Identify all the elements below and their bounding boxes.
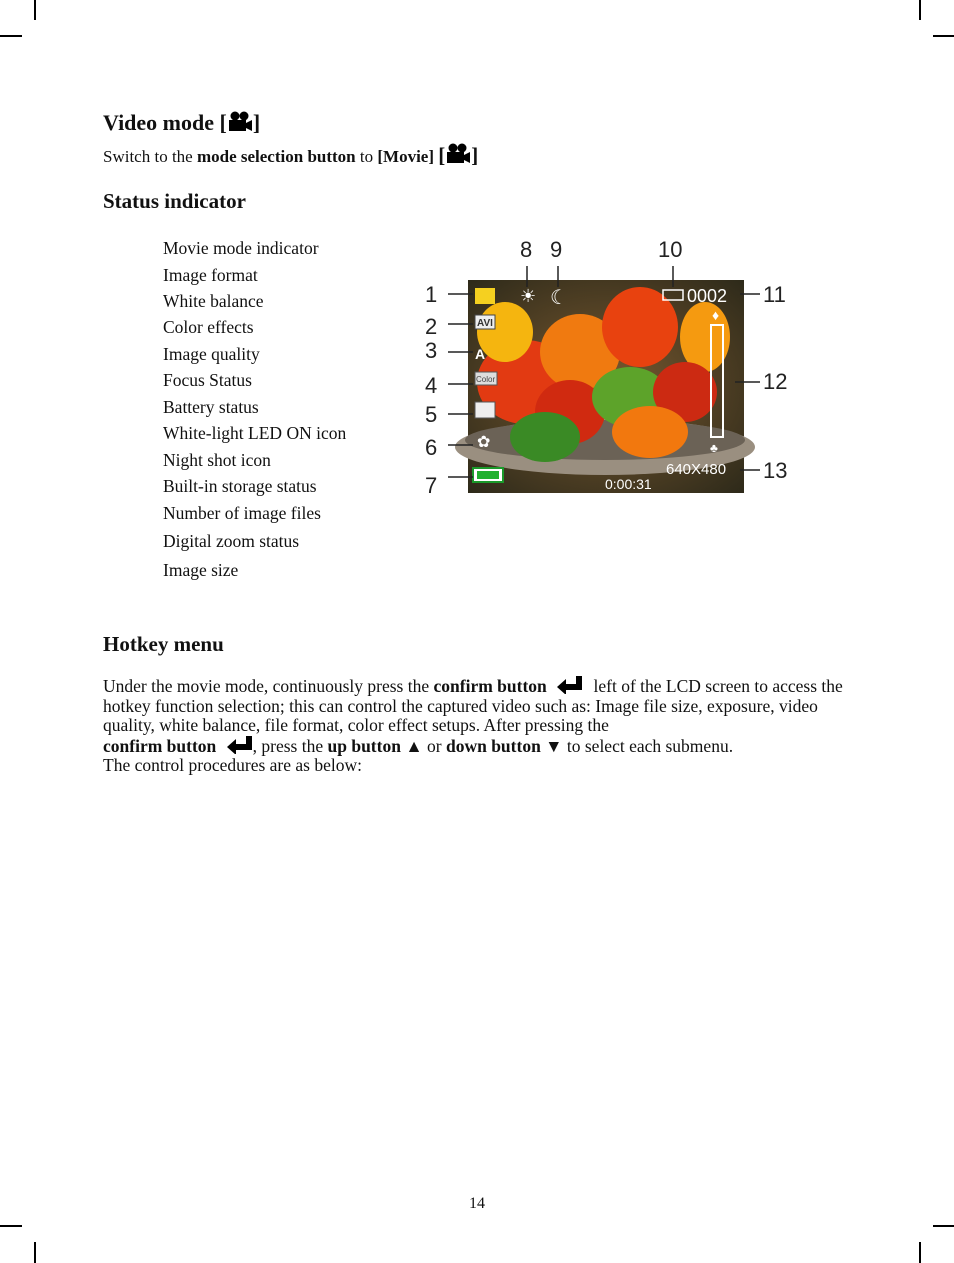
file-count: 0002: [687, 286, 728, 306]
hotkey-text: , press the: [252, 735, 324, 756]
white-led-icon: ☀: [520, 286, 537, 306]
intro-icon-close: ]: [471, 143, 479, 167]
callout-1: 1: [425, 282, 438, 307]
zoom-wide-icon: ♣: [710, 441, 718, 455]
page-number: 14: [469, 1195, 485, 1212]
lcd-illustration: [415, 232, 795, 502]
intro-line: [103, 143, 478, 168]
crop-mark: [34, 0, 36, 20]
avi-format-label: AVI: [477, 318, 493, 329]
legend-item: Built-in storage status: [163, 476, 317, 496]
legend-item: Image quality: [163, 344, 260, 364]
callout-10: 10: [658, 237, 683, 262]
hotkey-heading: Hotkey menu: [103, 632, 224, 656]
hotkey-paragraph: [103, 676, 863, 776]
focus-status-icon: ✿: [477, 434, 491, 451]
up-button-name: up button ▲: [327, 735, 423, 756]
legend-item: White balance: [163, 291, 264, 311]
legend-item: Focus Status: [163, 370, 252, 390]
callout-12: 12: [763, 369, 788, 394]
callout-7: 7: [425, 473, 438, 498]
enter-arrow-icon: [227, 736, 253, 754]
crop-mark: [34, 1242, 36, 1263]
white-balance-icon: A: [475, 346, 486, 362]
image-quality-icon: [475, 402, 495, 418]
callout-8: 8: [520, 237, 533, 262]
movie-mode-icon: [475, 288, 495, 304]
pepper-orange: [612, 406, 688, 458]
hotkey-text: left of the LCD screen to access the hotkey function selection; this can control the captured video such as: Image file size, exposure, video quality, white balance, file format, color effect setups. After pressing the: [103, 676, 843, 735]
color-effects-label: Color: [476, 375, 496, 384]
callout-6: 6: [425, 435, 438, 460]
intro-mode: [Movie]: [377, 147, 435, 166]
callout-9: 9: [550, 237, 563, 262]
zoom-tele-icon: ♦: [712, 309, 720, 324]
night-shot-icon: ☾: [550, 287, 568, 309]
pepper-yellow: [477, 302, 533, 362]
movie-camera-icon: [227, 111, 253, 133]
crop-mark: [0, 35, 22, 37]
legend-item: Image size: [163, 560, 239, 580]
legend-item: Image format: [163, 265, 258, 285]
callout-4: 4: [425, 373, 438, 398]
crop-mark: [0, 1225, 22, 1227]
legend-item: Night shot icon: [163, 450, 271, 470]
legend-item: Color effects: [163, 317, 254, 337]
movie-camera-icon: [445, 143, 471, 165]
hotkey-text: or: [427, 735, 442, 756]
hotkey-text: Under the movie mode, continuously press the: [103, 676, 430, 696]
callout-13: 13: [763, 458, 788, 483]
image-size-label: 640X480: [666, 461, 727, 478]
crop-mark: [919, 0, 921, 20]
lcd-diagram: [415, 232, 795, 502]
status-heading: Status indicator: [103, 189, 246, 213]
legend-item: Movie mode indicator: [163, 238, 319, 258]
title-text: Video mode [: [103, 110, 227, 135]
recording-time: 0:00:31: [605, 476, 652, 492]
crop-mark: [919, 1242, 921, 1263]
confirm-button-name: confirm button: [433, 676, 547, 696]
legend-item: White-light LED ON icon: [163, 423, 347, 443]
hotkey-text: to select each submenu.: [566, 735, 734, 756]
intro-button-name: mode selection button: [196, 147, 356, 166]
pepper-red: [602, 287, 678, 367]
legend-item: Battery status: [163, 397, 259, 417]
callout-2: 2: [425, 314, 438, 339]
crop-mark: [933, 35, 954, 37]
callout-3: 3: [425, 338, 438, 363]
confirm-button-name: confirm button: [103, 735, 217, 756]
intro-to: to: [359, 147, 374, 166]
hotkey-text: The control procedures are as below:: [103, 755, 362, 775]
down-button-name: down button ▼: [445, 735, 563, 756]
crop-mark: [933, 1225, 954, 1227]
callout-11: 11: [763, 282, 786, 307]
pepper-green: [510, 412, 580, 462]
enter-arrow-icon: [557, 676, 583, 694]
callout-5: 5: [425, 402, 438, 427]
legend-item: Digital zoom status: [163, 531, 300, 551]
page-title: [103, 110, 260, 136]
legend-item: Number of image files: [163, 503, 321, 523]
intro-lead: Switch to the: [103, 147, 193, 166]
title-bracket: ]: [252, 110, 261, 135]
intro-icon-open: [: [438, 143, 446, 167]
